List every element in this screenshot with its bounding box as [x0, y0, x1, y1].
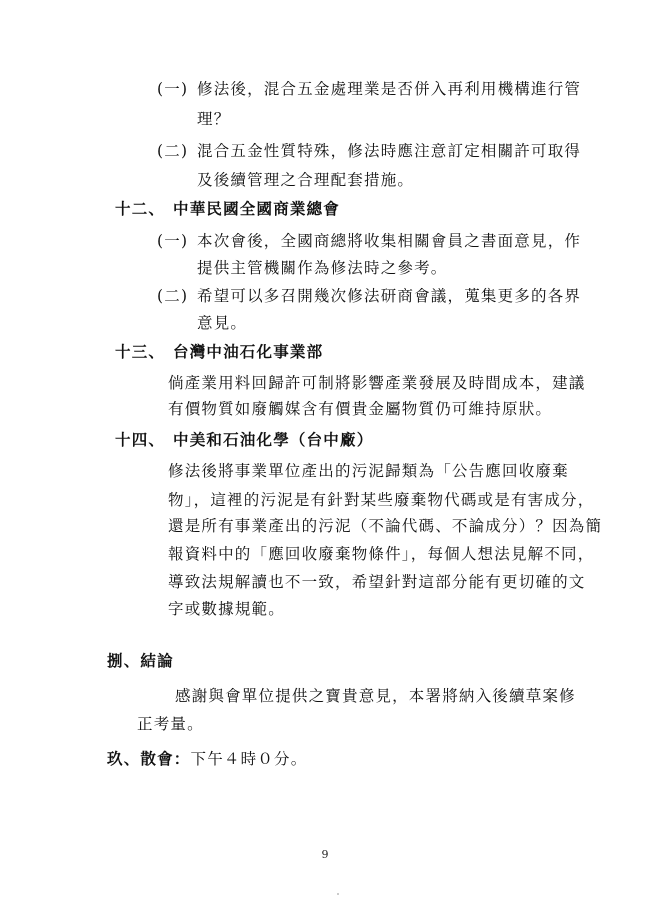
item-text-line: 及後續管理之合理配套措施。	[197, 171, 415, 189]
adjourn-line	[107, 749, 307, 769]
body-line: 物」，這裡的污泥是有針對某些廢棄物代碼或是有害成分，	[168, 491, 595, 509]
section-number: 十二、	[115, 200, 166, 218]
item-marker: (二)	[157, 142, 189, 160]
body-line: 倘產業用料回歸許可制將影響產業發展及時間成本，建議	[168, 374, 586, 392]
item-marker: (二)	[157, 287, 189, 305]
scan-speck	[337, 893, 339, 895]
conclusion-line: 正考量。	[137, 715, 204, 733]
body-line: 報資料中的「應回收廢棄物條件」，每個人想法見解不同，	[168, 545, 595, 563]
page-number: 9	[321, 848, 329, 861]
section-title: 中美和石油化學（台中廠）	[173, 431, 374, 449]
item-marker: (一)	[157, 232, 189, 250]
item-text-line: 混合五金性質特殊，修法時應注意訂定相關許可取得	[197, 142, 582, 160]
item-text-line: 提供主管機關作為修法時之參考。	[197, 259, 448, 277]
body-line: 還是所有事業產出的污泥（不論代碼、不論成分）？因為簡	[168, 517, 603, 535]
section-number: 十三、	[115, 343, 166, 361]
item-text-line: 意見。	[197, 314, 248, 332]
conclusion-line: 感謝與會單位提供之寶貴意見，本署將納入後續草案修	[175, 687, 576, 705]
section-title: 中華民國全國商業總會	[173, 200, 341, 218]
item-marker: (一)	[157, 80, 189, 98]
body-line: 字或數據規範。	[168, 600, 285, 618]
item-text-line: 本次會後，全國商總將收集相關會員之書面意見，作	[197, 232, 582, 250]
item-text-line: 希望可以多召開幾次修法研商會議，蒐集更多的各界	[197, 287, 582, 305]
conclusion-heading: 捌、結論	[107, 652, 174, 670]
section-title: 台灣中油石化事業部	[173, 343, 324, 361]
section-number: 十四、	[115, 431, 166, 449]
item-text-line: 修法後，混合五金處理業是否併入再利用機構進行管	[197, 80, 582, 98]
item-text-line: 理？	[197, 110, 231, 128]
body-line: 導致法規解讀也不一致，希望針對這部分能有更切確的文	[168, 573, 586, 591]
body-line: 有價物質如廢觸媒含有價貴金屬物質仍可維持原狀。	[168, 400, 553, 418]
body-line: 修法後將事業單位產出的污泥歸類為「公告應回收廢棄	[168, 462, 569, 480]
adjourn-heading: 玖、散會：	[107, 750, 191, 768]
adjourn-text: 下午４時０分。	[190, 750, 308, 768]
